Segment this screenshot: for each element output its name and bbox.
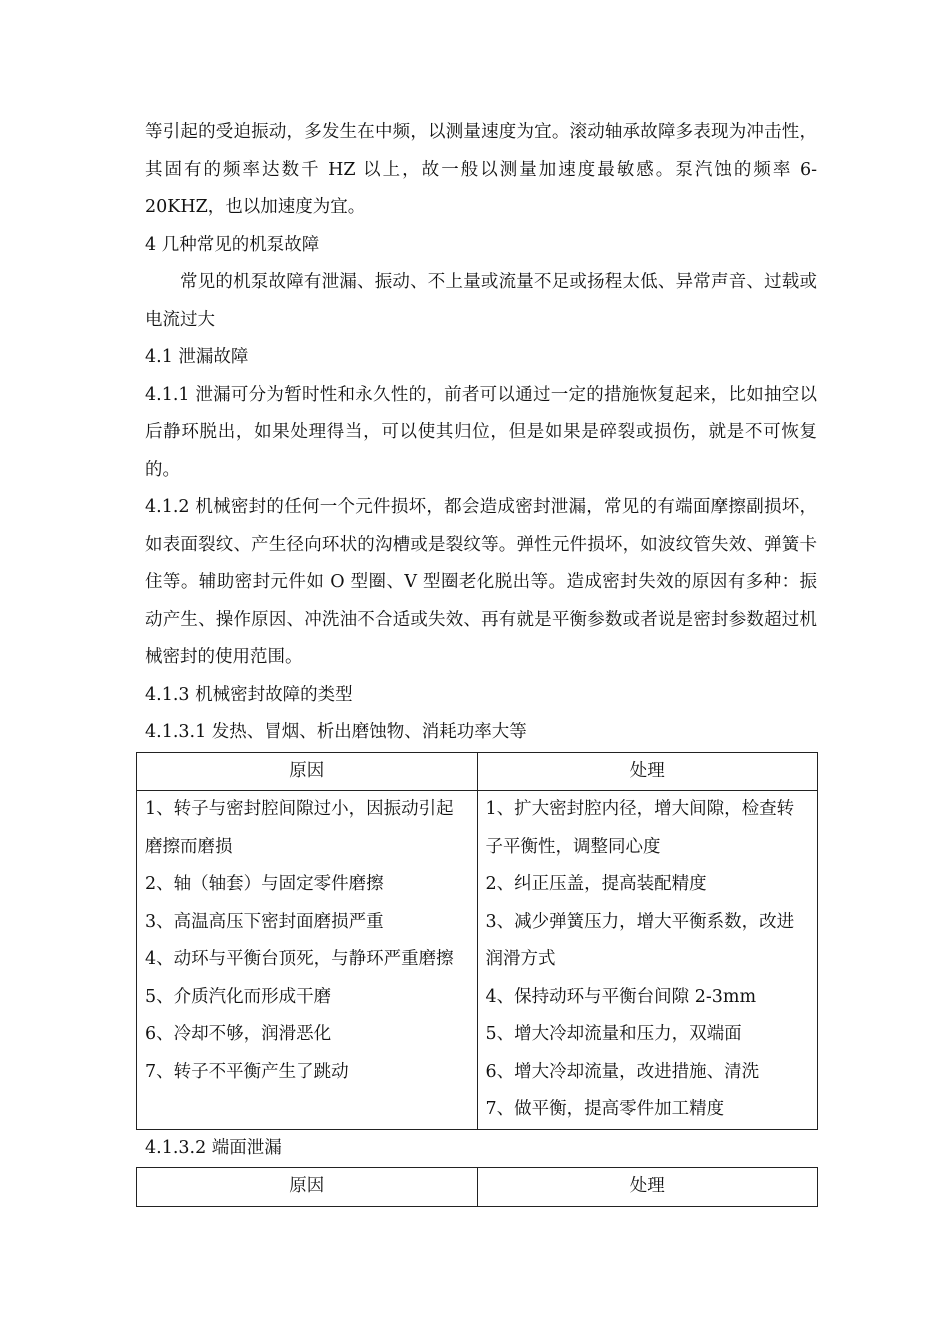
section-heading-4: 4 几种常见的机泵故障 [145, 234, 320, 255]
treatment-item: 2、纠正压盖，提高装配精度 [485, 874, 707, 894]
section-heading-4-1-3-2: 4.1.3.2 端面泄漏 [145, 1137, 282, 1158]
fault-table-heating [136, 752, 818, 1130]
table-header-row [137, 1168, 818, 1207]
cause-item: 4、动环与平衡台顶死，与静环严重磨擦 [145, 949, 454, 969]
paragraph-common-faults: 常见的机泵故障有泄漏、振动、不上量或流量不足或扬程太低、异常声音、过载或电流过大 [145, 272, 817, 330]
treatment-item: 1、扩大密封腔内径，增大间隙，检查转子平衡性，调整同心度 [485, 799, 795, 857]
treatment-item: 7、做平衡，提高零件加工精度 [485, 1099, 725, 1119]
cause-item: 2、轴（轴套）与固定零件磨擦 [145, 874, 384, 894]
treatment-item: 4、保持动环与平衡台间隙 2-3mm [485, 986, 757, 1007]
header-treatment: 处理 [477, 1168, 818, 1207]
cause-item: 5、介质汽化而形成干磨 [145, 986, 332, 1007]
treatment-item: 6、增大冷却流量，改进措施、清洗 [485, 1061, 760, 1082]
header-cause: 原因 [137, 1168, 478, 1207]
paragraph-4-1-2: 4.1.2 机械密封的任何一个元件损坏，都会造成密封泄漏，常见的有端面摩擦副损坏，如表面裂纹、产生径向环状的沟槽或是裂纹等。弹性元件损坏，如波纹管失效、弹簧卡住等。辅助密封元件如 O 型圈、V 型圈老化脱出等。造成密封失效的原因有多种：振动产生、操作原因、冲洗油不合适或失效、再有就是平衡参数或者说是密封参数超过机械密封的使用范围。 [145, 497, 817, 667]
cause-item: 3、高温高压下密封面磨损严重 [145, 911, 384, 932]
section-heading-4-1-3-1: 4.1.3.1 发热、冒烟、析出磨蚀物、消耗功率大等 [145, 722, 527, 742]
treatment-cell [477, 791, 818, 1130]
document-body [145, 114, 817, 1207]
cause-item: 7、转子不平衡产生了跳动 [145, 1061, 349, 1082]
header-cause: 原因 [137, 752, 478, 791]
cause-item: 1、转子与密封腔间隙过小，因振动引起磨擦而磨损 [145, 799, 454, 857]
paragraph-4-1-1: 4.1.1 泄漏可分为暂时性和永久性的，前者可以通过一定的措施恢复起来，比如抽空以后静环脱出，如果处理得当，可以使其归位，但是如果是碎裂或损伤，就是不可恢复的。 [145, 384, 817, 480]
fault-table-face-leakage [136, 1167, 818, 1207]
section-heading-4-1-3: 4.1.3 机械密封故障的类型 [145, 684, 353, 705]
paragraph-vibration-measurement: 等引起的受迫振动，多发生在中频，以测量速度为宜。滚动轴承故障多表现为冲击性，其固有的频率达数千 HZ 以上，故一般以测量加速度最敏感。泵汽蚀的频率 6-20KHZ，也以加速度为宜。 [145, 122, 817, 217]
cause-cell [137, 791, 478, 1130]
table-header-row [137, 752, 818, 791]
table-row [137, 791, 818, 1130]
header-treatment: 处理 [477, 752, 818, 791]
treatment-item: 3、减少弹簧压力，增大平衡系数，改进润滑方式 [485, 911, 795, 969]
section-heading-4-1: 4.1 泄漏故障 [145, 347, 249, 367]
cause-item: 6、冷却不够，润滑恶化 [145, 1024, 332, 1044]
treatment-item: 5、增大冷却流量和压力，双端面 [485, 1024, 742, 1044]
